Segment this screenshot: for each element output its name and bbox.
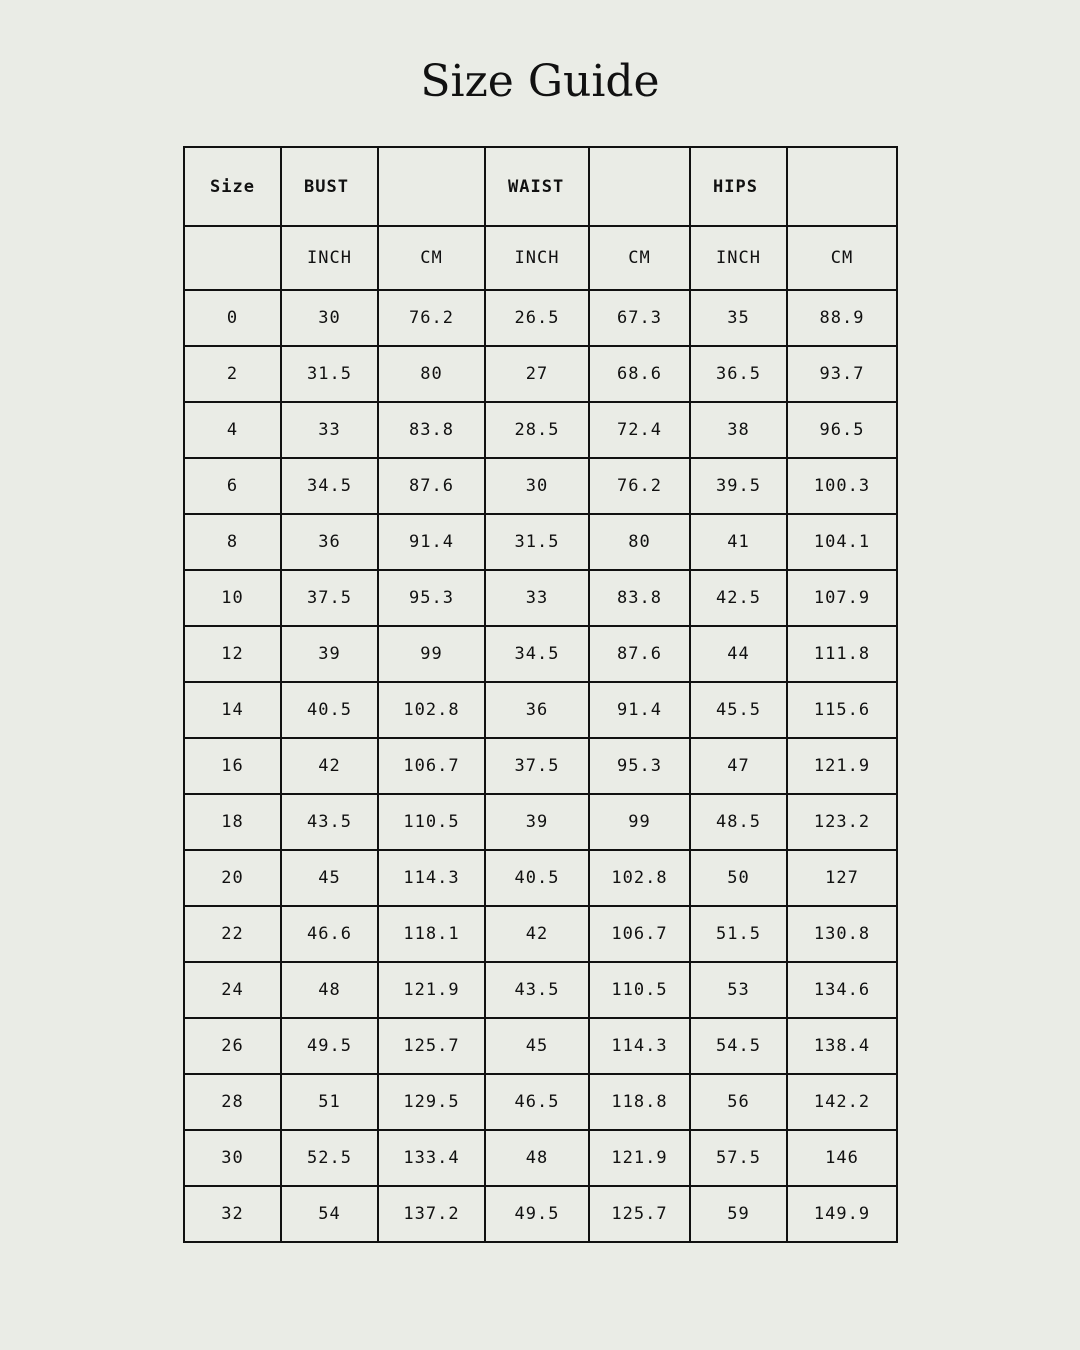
measurement-cell: 76.2 bbox=[589, 458, 690, 514]
measurement-cell: 46.5 bbox=[485, 1074, 589, 1130]
header-cell-bust: BUST bbox=[281, 147, 378, 226]
measurement-cell: 26.5 bbox=[485, 290, 589, 346]
measurement-cell: 107.9 bbox=[787, 570, 897, 626]
table-row bbox=[184, 962, 897, 1018]
table-row bbox=[184, 290, 897, 346]
measurement-cell: 72.4 bbox=[589, 402, 690, 458]
header-cell-size: Size bbox=[184, 147, 281, 226]
measurement-cell: 111.8 bbox=[787, 626, 897, 682]
measurement-cell: 121.9 bbox=[589, 1130, 690, 1186]
unit-cell bbox=[184, 226, 281, 290]
measurement-cell: 31.5 bbox=[485, 514, 589, 570]
size-cell: 24 bbox=[184, 962, 281, 1018]
table-row bbox=[184, 1018, 897, 1074]
unit-cell: INCH bbox=[690, 226, 787, 290]
measurement-cell: 110.5 bbox=[589, 962, 690, 1018]
measurement-cell: 129.5 bbox=[378, 1074, 485, 1130]
header-cell-hips-cm bbox=[787, 147, 897, 226]
measurement-cell: 34.5 bbox=[281, 458, 378, 514]
measurement-cell: 114.3 bbox=[378, 850, 485, 906]
measurement-cell: 88.9 bbox=[787, 290, 897, 346]
size-table bbox=[183, 146, 898, 1243]
measurement-cell: 31.5 bbox=[281, 346, 378, 402]
measurement-cell: 37.5 bbox=[281, 570, 378, 626]
measurement-cell: 36 bbox=[485, 682, 589, 738]
measurement-cell: 99 bbox=[589, 794, 690, 850]
header-cell-waist: WAIST bbox=[485, 147, 589, 226]
measurement-cell: 27 bbox=[485, 346, 589, 402]
table-row bbox=[184, 738, 897, 794]
measurement-cell: 125.7 bbox=[378, 1018, 485, 1074]
measurement-cell: 42 bbox=[281, 738, 378, 794]
measurement-cell: 52.5 bbox=[281, 1130, 378, 1186]
unit-cell: INCH bbox=[485, 226, 589, 290]
measurement-cell: 110.5 bbox=[378, 794, 485, 850]
measurement-cell: 96.5 bbox=[787, 402, 897, 458]
measurement-cell: 33 bbox=[281, 402, 378, 458]
measurement-cell: 95.3 bbox=[589, 738, 690, 794]
measurement-cell: 40.5 bbox=[485, 850, 589, 906]
measurement-cell: 56 bbox=[690, 1074, 787, 1130]
measurement-cell: 36 bbox=[281, 514, 378, 570]
measurement-cell: 118.1 bbox=[378, 906, 485, 962]
measurement-cell: 44 bbox=[690, 626, 787, 682]
measurement-cell: 102.8 bbox=[378, 682, 485, 738]
measurement-cell: 39 bbox=[281, 626, 378, 682]
measurement-cell: 51 bbox=[281, 1074, 378, 1130]
measurement-cell: 102.8 bbox=[589, 850, 690, 906]
measurement-cell: 87.6 bbox=[378, 458, 485, 514]
measurement-cell: 54.5 bbox=[690, 1018, 787, 1074]
measurement-cell: 49.5 bbox=[281, 1018, 378, 1074]
measurement-cell: 39.5 bbox=[690, 458, 787, 514]
table-row bbox=[184, 682, 897, 738]
size-cell: 0 bbox=[184, 290, 281, 346]
measurement-cell: 48.5 bbox=[690, 794, 787, 850]
measurement-cell: 134.6 bbox=[787, 962, 897, 1018]
measurement-cell: 104.1 bbox=[787, 514, 897, 570]
measurement-cell: 106.7 bbox=[589, 906, 690, 962]
size-cell: 6 bbox=[184, 458, 281, 514]
measurement-cell: 121.9 bbox=[787, 738, 897, 794]
measurement-cell: 48 bbox=[485, 1130, 589, 1186]
measurement-cell: 118.8 bbox=[589, 1074, 690, 1130]
size-cell: 8 bbox=[184, 514, 281, 570]
table-row bbox=[184, 346, 897, 402]
measurement-cell: 45 bbox=[485, 1018, 589, 1074]
measurement-cell: 76.2 bbox=[378, 290, 485, 346]
size-cell: 28 bbox=[184, 1074, 281, 1130]
size-cell: 32 bbox=[184, 1186, 281, 1242]
measurement-cell: 80 bbox=[378, 346, 485, 402]
measurement-cell: 43.5 bbox=[485, 962, 589, 1018]
measurement-cell: 39 bbox=[485, 794, 589, 850]
measurement-cell: 37.5 bbox=[485, 738, 589, 794]
measurement-cell: 35 bbox=[690, 290, 787, 346]
measurement-cell: 59 bbox=[690, 1186, 787, 1242]
measurement-cell: 149.9 bbox=[787, 1186, 897, 1242]
measurement-cell: 51.5 bbox=[690, 906, 787, 962]
measurement-cell: 91.4 bbox=[589, 682, 690, 738]
measurement-cell: 46.6 bbox=[281, 906, 378, 962]
table-row bbox=[184, 570, 897, 626]
measurement-cell: 91.4 bbox=[378, 514, 485, 570]
measurement-cell: 34.5 bbox=[485, 626, 589, 682]
measurement-cell: 127 bbox=[787, 850, 897, 906]
measurement-cell: 80 bbox=[589, 514, 690, 570]
measurement-cell: 40.5 bbox=[281, 682, 378, 738]
measurement-cell: 49.5 bbox=[485, 1186, 589, 1242]
size-cell: 2 bbox=[184, 346, 281, 402]
size-cell: 22 bbox=[184, 906, 281, 962]
table-header-row bbox=[184, 147, 897, 226]
measurement-cell: 38 bbox=[690, 402, 787, 458]
table-row bbox=[184, 1186, 897, 1242]
page-title: Size Guide bbox=[420, 56, 660, 107]
measurement-cell: 130.8 bbox=[787, 906, 897, 962]
measurement-cell: 83.8 bbox=[378, 402, 485, 458]
table-row bbox=[184, 850, 897, 906]
measurement-cell: 67.3 bbox=[589, 290, 690, 346]
size-cell: 4 bbox=[184, 402, 281, 458]
measurement-cell: 50 bbox=[690, 850, 787, 906]
measurement-cell: 28.5 bbox=[485, 402, 589, 458]
unit-cell: CM bbox=[589, 226, 690, 290]
measurement-cell: 54 bbox=[281, 1186, 378, 1242]
measurement-cell: 115.6 bbox=[787, 682, 897, 738]
measurement-cell: 41 bbox=[690, 514, 787, 570]
size-cell: 30 bbox=[184, 1130, 281, 1186]
header-cell-bust-cm bbox=[378, 147, 485, 226]
measurement-cell: 45 bbox=[281, 850, 378, 906]
header-cell-waist-cm bbox=[589, 147, 690, 226]
size-cell: 26 bbox=[184, 1018, 281, 1074]
measurement-cell: 45.5 bbox=[690, 682, 787, 738]
measurement-cell: 30 bbox=[281, 290, 378, 346]
unit-cell: CM bbox=[378, 226, 485, 290]
table-row bbox=[184, 402, 897, 458]
measurement-cell: 42.5 bbox=[690, 570, 787, 626]
table-row bbox=[184, 794, 897, 850]
size-cell: 16 bbox=[184, 738, 281, 794]
measurement-cell: 48 bbox=[281, 962, 378, 1018]
measurement-cell: 30 bbox=[485, 458, 589, 514]
table-row bbox=[184, 514, 897, 570]
size-cell: 20 bbox=[184, 850, 281, 906]
table-row bbox=[184, 906, 897, 962]
size-cell: 18 bbox=[184, 794, 281, 850]
measurement-cell: 87.6 bbox=[589, 626, 690, 682]
measurement-cell: 99 bbox=[378, 626, 485, 682]
table-row bbox=[184, 626, 897, 682]
measurement-cell: 142.2 bbox=[787, 1074, 897, 1130]
measurement-cell: 57.5 bbox=[690, 1130, 787, 1186]
measurement-cell: 36.5 bbox=[690, 346, 787, 402]
size-cell: 10 bbox=[184, 570, 281, 626]
measurement-cell: 33 bbox=[485, 570, 589, 626]
measurement-cell: 121.9 bbox=[378, 962, 485, 1018]
size-cell: 12 bbox=[184, 626, 281, 682]
measurement-cell: 100.3 bbox=[787, 458, 897, 514]
table-row bbox=[184, 458, 897, 514]
measurement-cell: 106.7 bbox=[378, 738, 485, 794]
measurement-cell: 133.4 bbox=[378, 1130, 485, 1186]
measurement-cell: 137.2 bbox=[378, 1186, 485, 1242]
measurement-cell: 42 bbox=[485, 906, 589, 962]
measurement-cell: 68.6 bbox=[589, 346, 690, 402]
table-units-row bbox=[184, 226, 897, 290]
measurement-cell: 125.7 bbox=[589, 1186, 690, 1242]
measurement-cell: 83.8 bbox=[589, 570, 690, 626]
table-row bbox=[184, 1074, 897, 1130]
unit-cell: INCH bbox=[281, 226, 378, 290]
measurement-cell: 93.7 bbox=[787, 346, 897, 402]
measurement-cell: 138.4 bbox=[787, 1018, 897, 1074]
table-row bbox=[184, 1130, 897, 1186]
measurement-cell: 114.3 bbox=[589, 1018, 690, 1074]
measurement-cell: 43.5 bbox=[281, 794, 378, 850]
measurement-cell: 53 bbox=[690, 962, 787, 1018]
unit-cell: CM bbox=[787, 226, 897, 290]
size-cell: 14 bbox=[184, 682, 281, 738]
measurement-cell: 95.3 bbox=[378, 570, 485, 626]
measurement-cell: 47 bbox=[690, 738, 787, 794]
header-cell-hips: HIPS bbox=[690, 147, 787, 226]
measurement-cell: 123.2 bbox=[787, 794, 897, 850]
measurement-cell: 146 bbox=[787, 1130, 897, 1186]
